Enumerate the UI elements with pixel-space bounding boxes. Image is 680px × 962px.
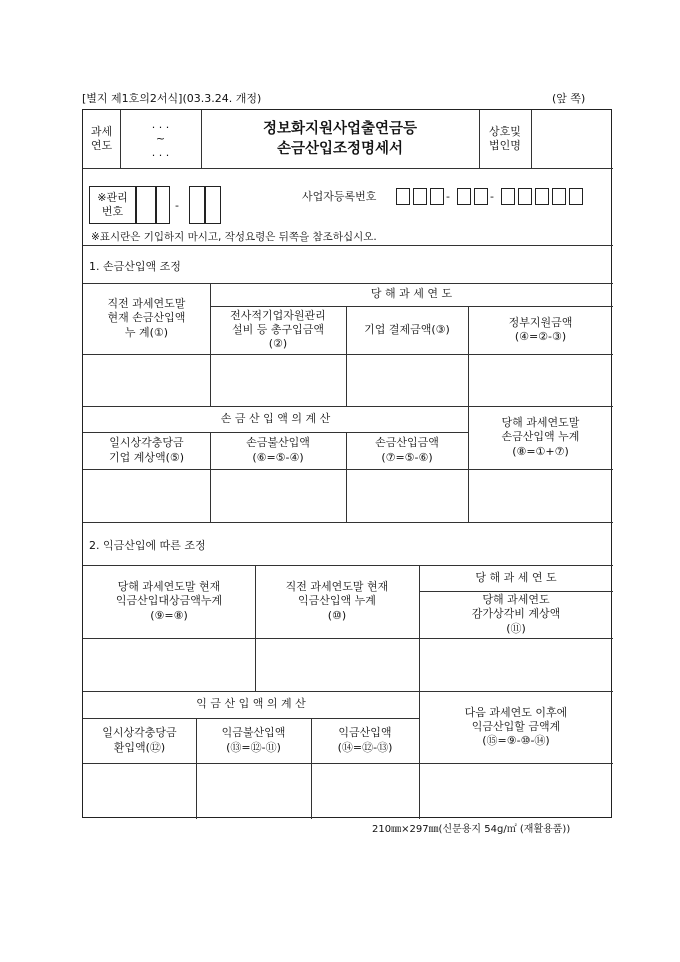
biz-reg-label: 사업자등록번호 [302, 190, 377, 203]
col-income-non-inclusion: 익금불산입액 (⑬=⑫-⑪) [221, 726, 286, 754]
field-10[interactable] [255, 638, 419, 691]
mgmt-number-box-3[interactable] [189, 186, 205, 224]
col-prev-income: 직전 과세연도말 현재 익금산입액 누계 (⑩) [285, 580, 389, 622]
col-non-deductible: 손금불산입액 (⑥=⑤-④) [246, 436, 310, 464]
col-next-year-income: 다음 과세연도 이후에 익금산입할 금액계 (⑮=⑨-⑩-⑭) [464, 705, 568, 748]
biz-reg-dash-2: - [490, 190, 494, 203]
field-7[interactable] [346, 469, 468, 522]
company-name-label: 상호및 법인명 [489, 124, 521, 152]
tax-year-label: 과세 연도 [90, 124, 113, 152]
mgmt-number-dash: - [175, 199, 179, 212]
paper-spec: 210㎜×297㎜(신문용지 54g/㎡ (재활용품)) [372, 824, 571, 835]
biz-reg-digit-3[interactable] [430, 188, 444, 205]
form-title: 정보화지원사업출연금등 손금산입조정명세서 [262, 120, 418, 157]
biz-reg-digit-1[interactable] [396, 188, 410, 205]
col-reversal: 일시상각충당금 환입액(⑫) [102, 726, 177, 754]
field-6[interactable] [210, 469, 346, 522]
mgmt-number-box-4[interactable] [205, 186, 221, 224]
field-15[interactable] [419, 763, 613, 819]
section2-heading: 2. 익금산입에 따른 조정 [89, 539, 206, 552]
section1-heading: 1. 손금산입액 조정 [89, 260, 181, 273]
col-total-purchase: 전사적기업자원관리 설비 등 총구입금액 (②) [230, 308, 326, 351]
deduction-calc-header: 손 금 산 입 액 의 계 산 [220, 411, 331, 425]
col-income-inclusion: 익금산입액 (⑭=⑫-⑬) [337, 726, 393, 754]
field-2[interactable] [210, 354, 346, 406]
tax-adjustment-form [82, 109, 612, 818]
income-calc-header: 익 금 산 입 액 의 계 산 [196, 697, 306, 711]
col-gov-support: 정부지원금액 (④=②-③) [508, 315, 573, 343]
field-14[interactable] [311, 763, 419, 819]
biz-reg-digit-7[interactable] [518, 188, 532, 205]
biz-reg-digit-6[interactable] [501, 188, 515, 205]
field-9[interactable] [83, 638, 255, 691]
col-income-target: 당해 과세연도말 현재 익금산입대상금액누계 (⑨=⑧) [115, 580, 223, 622]
company-name-field[interactable] [531, 110, 613, 168]
col-temp-depreciation: 일시상각충당금 기업 계상액(⑤) [108, 436, 185, 464]
col-cumulative-deduction: 당해 과세연도말 손금산입액 누계 (⑧=①+⑦) [501, 416, 580, 458]
col-corp-payment: 기업 결제금액(③) [364, 322, 450, 336]
biz-reg-digit-8[interactable] [535, 188, 549, 205]
mgmt-number-label: ※관리 번호 [97, 190, 128, 218]
instruction-note: ※표시란은 기입하지 마시고, 작성요령은 뒤쪽을 참조하십시오. [91, 231, 377, 243]
biz-reg-dash-1: - [446, 190, 450, 203]
field-1[interactable] [83, 354, 210, 406]
biz-reg-digit-2[interactable] [413, 188, 427, 205]
current-year-header-1: 당 해 과 세 연 도 [370, 287, 453, 301]
field-12[interactable] [83, 763, 196, 819]
col-deductible: 손금산입금액 (⑦=⑤-⑥) [375, 436, 439, 464]
col-prev-cumulative: 직전 과세연도말 현재 손금산입액 누 계(①) [107, 297, 186, 339]
field-4[interactable] [468, 354, 613, 406]
current-year-header-2: 당 해 과 세 연 도 [475, 570, 557, 584]
mgmt-number-box-2[interactable] [156, 186, 170, 224]
field-13[interactable] [196, 763, 311, 819]
biz-reg-digit-10[interactable] [569, 188, 583, 205]
tax-year-period[interactable]: . . . ~ . . . [151, 117, 170, 160]
col-depreciation: 당해 과세연도 감가상각비 계상액 (⑪) [471, 593, 561, 635]
mgmt-number-box-1[interactable] [136, 186, 156, 224]
field-3[interactable] [346, 354, 468, 406]
field-5[interactable] [83, 469, 210, 522]
biz-reg-digit-5[interactable] [474, 188, 488, 205]
field-11[interactable] [419, 638, 613, 691]
page-side-label: (앞 쪽) [552, 92, 586, 105]
biz-reg-digit-9[interactable] [552, 188, 566, 205]
field-8[interactable] [468, 469, 613, 522]
biz-reg-digit-4[interactable] [457, 188, 471, 205]
form-reference: [별지 제1호의2서식](03.3.24. 개정) [82, 92, 262, 105]
